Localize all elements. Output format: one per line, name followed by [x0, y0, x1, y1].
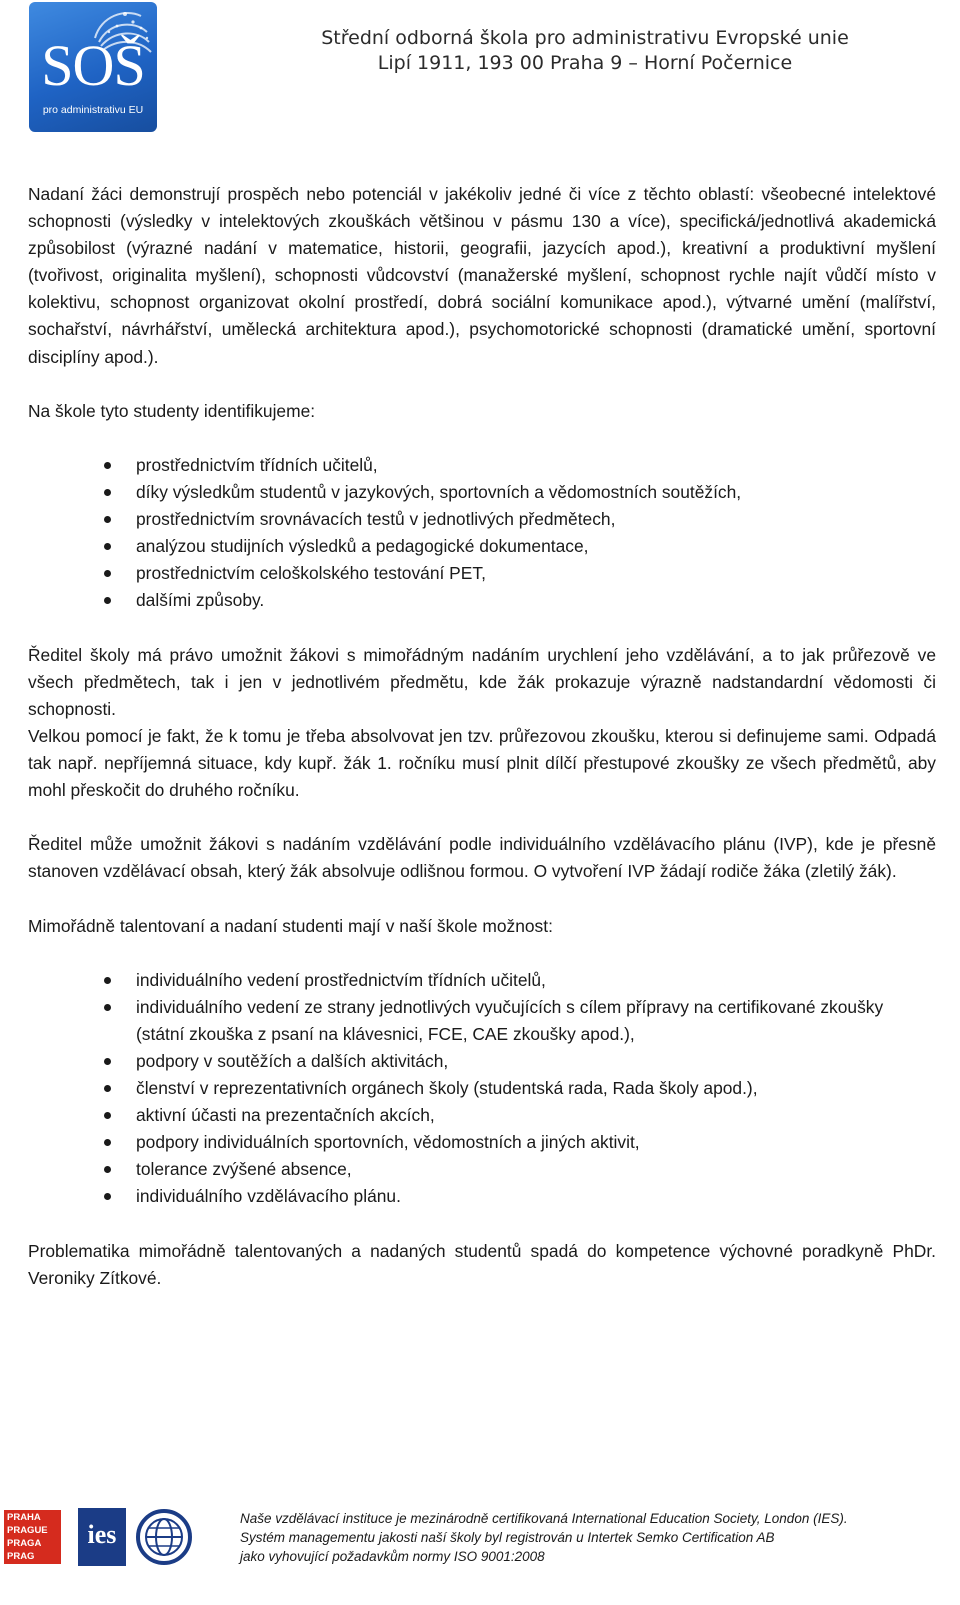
list-item: analýzou studijních výsledků a pedagogické dokumentace,	[28, 533, 936, 560]
logo-subtitle: pro administrativu EU	[42, 104, 144, 116]
list-item: členství v reprezentativních orgánech školy (studentská rada, Rada školy apod.),	[28, 1075, 936, 1102]
options-heading: Mimořádně talentovaní a nadaní studenti mají v naší škole možnost:	[28, 915, 553, 936]
certification-line: Systém managementu jakosti naší školy byl registrován u Intertek Semko Certification AB	[240, 1530, 775, 1545]
list-item: díky výsledkům studentů v jazykových, sportovních a vědomostních soutěžích,	[28, 479, 936, 506]
list-item: podpory individuálních sportovních, vědomostních a jiných aktivit,	[28, 1129, 936, 1156]
list-item: individuálního vzdělávacího plánu.	[28, 1183, 936, 1210]
praha-logo: PRAHA PRAGUE PRAGA PRAG	[4, 1510, 61, 1564]
list-item: podpory v soutěžích a dalších aktivitách,	[28, 1048, 936, 1075]
certification-line: Naše vzdělávací instituce je mezinárodně certifikovaná International Education Society, London (IES).	[240, 1511, 848, 1526]
options-list	[28, 967, 936, 1211]
school-name: Střední odborná škola pro administrativu Evropské unie	[321, 27, 849, 49]
school-logo	[29, 2, 157, 132]
list-item: aktivní účasti na prezentačních akcích,	[28, 1102, 936, 1129]
closing-paragraph: Problematika mimořádně talentovaných a nadaných studentů spadá do kompetence výchovné poradkyně PhDr. Veroniky Zítkové.	[28, 1240, 936, 1288]
director-paragraph: Ředitel školy má právo umožnit žákovi s mimořádným nadáním urychlení jeho vzdělávání, a to jak průřezově ve všech předmětech, tak i jen v jednotlivém předmětu, kde žák prokazuje výrazně nadstandardní vědomosti či schopnosti.	[28, 644, 936, 719]
school-address: Lipí 1911, 193 00 Praha 9 – Horní Počernice	[377, 52, 793, 74]
logo-wordmark: SOŠ	[41, 33, 145, 98]
list-item: prostřednictvím celoškolského testování PET,	[28, 560, 936, 587]
identify-list	[28, 452, 936, 615]
list-item: individuálního vedení ze strany jednotlivých vyučujících s cílem přípravy na certifikované zkoušky (státní zkouška z psaní na klávesnici, FCE, CAE zkoušky apod.),	[28, 994, 936, 1048]
school-header	[200, 26, 960, 76]
list-item: prostřednictvím třídních učitelů,	[28, 452, 936, 479]
intro-paragraph: Nadaní žáci demonstrují prospěch nebo potenciál v jakékoliv jedné či více z těchto oblastí: všeobecné intelektové schopnosti (výsledky v intelektových zkouškách většinou v pásmu 130 a více), specifická/jednotlivá akademická způsobilost (výrazné nadání v matematice, historii, geografii, jazycích apod.), kreativní a produktivní myšlení (tvořivost, originalita myšlení), schopnosti vůdcovství (manažerské myšlení, schopnost rychle najít vůdčí místo v kolektivu, schopnost organizovat okolní prostředí, dobrá sociální komunikace apod.), výtvarné umění (malířství, sochařství, návrhářství, umělecká architektura apod.), psychomotorické schopnosti (dramatické umění, sportovní disciplíny apod.).	[28, 184, 936, 367]
ies-logo: ies	[78, 1508, 126, 1566]
ivp-paragraph: Ředitel může umožnit žákovi s nadáním vzdělávání podle individuálního vzdělávacího plánu (IVP), kde je přesně stanoven vzdělávací obsah, který žák absolvuje odlišnou formou. O vytvoření IVP žádají rodiče žáka (zletilý žák).	[28, 834, 936, 882]
intertek-globe-icon	[135, 1508, 193, 1566]
list-item: individuálního vedení prostřednictvím třídních učitelů,	[28, 967, 936, 994]
list-item: prostřednictvím srovnávacích testů v jednotlivých předmětech,	[28, 506, 936, 533]
identify-heading: Na škole tyto studenty identifikujeme:	[28, 400, 316, 421]
list-item: tolerance zvýšené absence,	[28, 1156, 936, 1183]
document-body	[28, 181, 936, 1319]
list-item: dalšími způsoby.	[28, 587, 936, 614]
certification-line: jako vyhovující požadavkům normy ISO 9001:2008	[240, 1549, 545, 1564]
footer-logos	[4, 1508, 194, 1566]
certification-note	[240, 1509, 940, 1566]
exam-paragraph: Velkou pomocí je fakt, že k tomu je třeba absolvovat jen tzv. průřezovou zkoušku, kterou si definujeme sami. Odpadá tak např. nepříjemná situace, kdy kupř. žák 1. ročníku musí plnit dílčí přestupové zkoušky ze všech předmětů, aby mohl přeskočit do druhého ročníku.	[28, 725, 936, 801]
